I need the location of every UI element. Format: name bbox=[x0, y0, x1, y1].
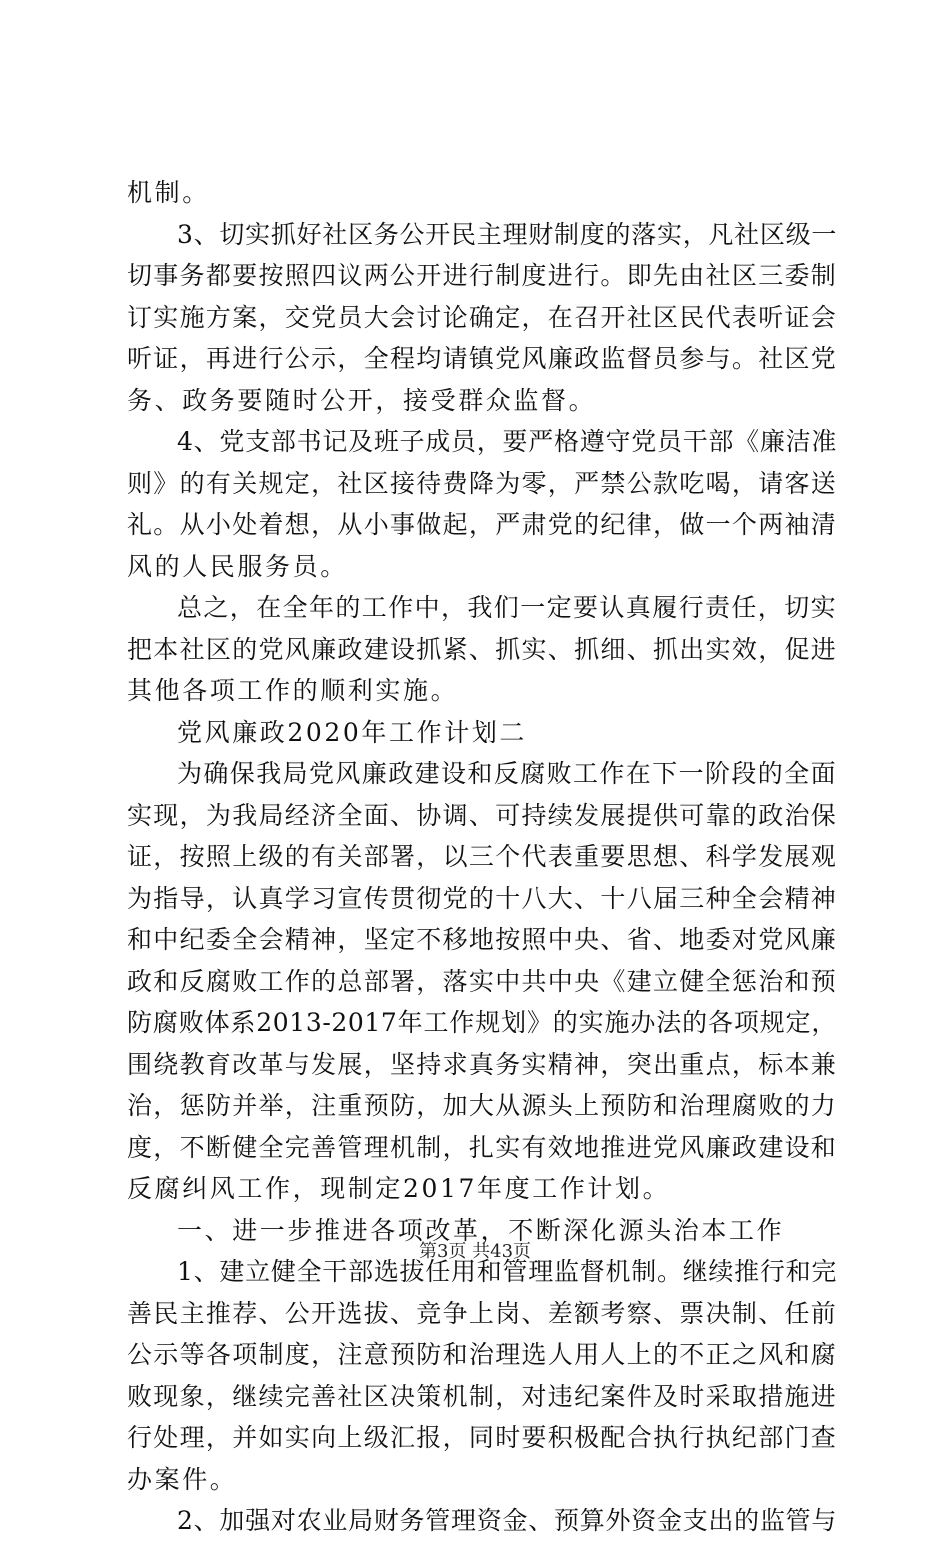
text-line: 公示等各项制度，注意预防和治理选人用人上的不正之风和腐 bbox=[127, 1340, 837, 1369]
text-line: 败现象，继续完善社区决策机制，对违纪案件及时采取措施进 bbox=[127, 1381, 837, 1411]
text-line: 实现，为我局经济全面、协调、可持续发展提供可靠的政治保 bbox=[127, 800, 837, 830]
text-line: 度，不断健全完善管理机制，扎实有效地推进党风廉政建设和 bbox=[127, 1132, 837, 1162]
text-line: 订实施方案，交党员大会讨论确定，在召开社区民代表听证会 bbox=[127, 302, 837, 332]
text-line: 4、党支部书记及班子成员，要严格遵守党员干部《廉洁准 bbox=[177, 427, 837, 456]
text-line: 行处理，并如实向上级汇报，同时要积极配合执行执纪部门查 bbox=[127, 1423, 837, 1452]
text-line: 防腐败体系2013-2017年工作规划》的实施办法的各项规定， bbox=[127, 1008, 837, 1037]
text-line: 政和反腐败工作的总部署，落实中共中央《建立健全惩治和预 bbox=[127, 966, 837, 996]
text-line: 为指导，认真学习宣传贯彻党的十八大、十八届三种全会精神 bbox=[127, 883, 837, 913]
text-line: 为确保我局党风廉政建设和反腐败工作在下一阶段的全面 bbox=[177, 759, 838, 788]
text-line: 善民主推荐、公开选拔、竞争上岗、差额考察、票决制、任前 bbox=[127, 1298, 837, 1328]
text-line: 党风廉政2020年工作计划二 bbox=[177, 717, 528, 747]
text-line: 则》的有关规定，社区接待费降为零，严禁公款吃喝，请客送 bbox=[127, 468, 837, 498]
text-line: 切事务都要按照四议两公开进行制度进行。即先由社区三委制 bbox=[127, 261, 837, 290]
page-footer: 第3页 共43页 bbox=[418, 1241, 532, 1262]
text-line: 机制。 bbox=[127, 178, 210, 207]
text-line: 证，按照上级的有关部署，以三个代表重要思想、科学发展观 bbox=[127, 842, 837, 871]
text-line: 反腐纠风工作，现制定2017年度工作计划。 bbox=[127, 1174, 671, 1203]
text-line: 把本社区的党风廉政建设抓紧、抓实、抓细、抓出实效，促进 bbox=[127, 634, 837, 664]
text-line: 务、政务要随时公开，接受群众监督。 bbox=[127, 385, 597, 415]
text-line: 3、切实抓好社区务公开民主理财制度的落实，凡社区级一 bbox=[177, 219, 837, 249]
text-line: 风的人民服务员。 bbox=[127, 551, 348, 581]
document-body bbox=[127, 172, 837, 1542]
text-line: 其他各项工作的顺利实施。 bbox=[127, 676, 459, 705]
text-line: 总之，在全年的工作中，我们一定要认真履行责任，切实 bbox=[177, 593, 838, 622]
text-line: 一、进一步推进各项改革，不断深化源头治本工作 bbox=[177, 1215, 785, 1245]
text-line: 听证，再进行公示，全程均请镇党风廉政监督员参与。社区党 bbox=[127, 344, 837, 373]
text-line: 2、加强对农业局财务管理资金、预算外资金支出的监管与 bbox=[177, 1506, 837, 1535]
text-line: 围绕教育改革与发展，坚持求真务实精神，突出重点，标本兼 bbox=[127, 1049, 837, 1079]
text-line: 和中纪委全会精神，坚定不移地按照中央、省、地委对党风廉 bbox=[127, 925, 837, 954]
text-line: 1、建立健全干部选拔任用和管理监督机制。继续推行和完 bbox=[177, 1257, 837, 1286]
text-line: 礼。从小处着想，从小事做起，严肃党的纪律，做一个两袖清 bbox=[127, 510, 837, 539]
text-line: 治，惩防并举，注重预防，加大从源头上预防和治理腐败的力 bbox=[127, 1091, 837, 1120]
text-line: 办案件。 bbox=[127, 1464, 238, 1494]
